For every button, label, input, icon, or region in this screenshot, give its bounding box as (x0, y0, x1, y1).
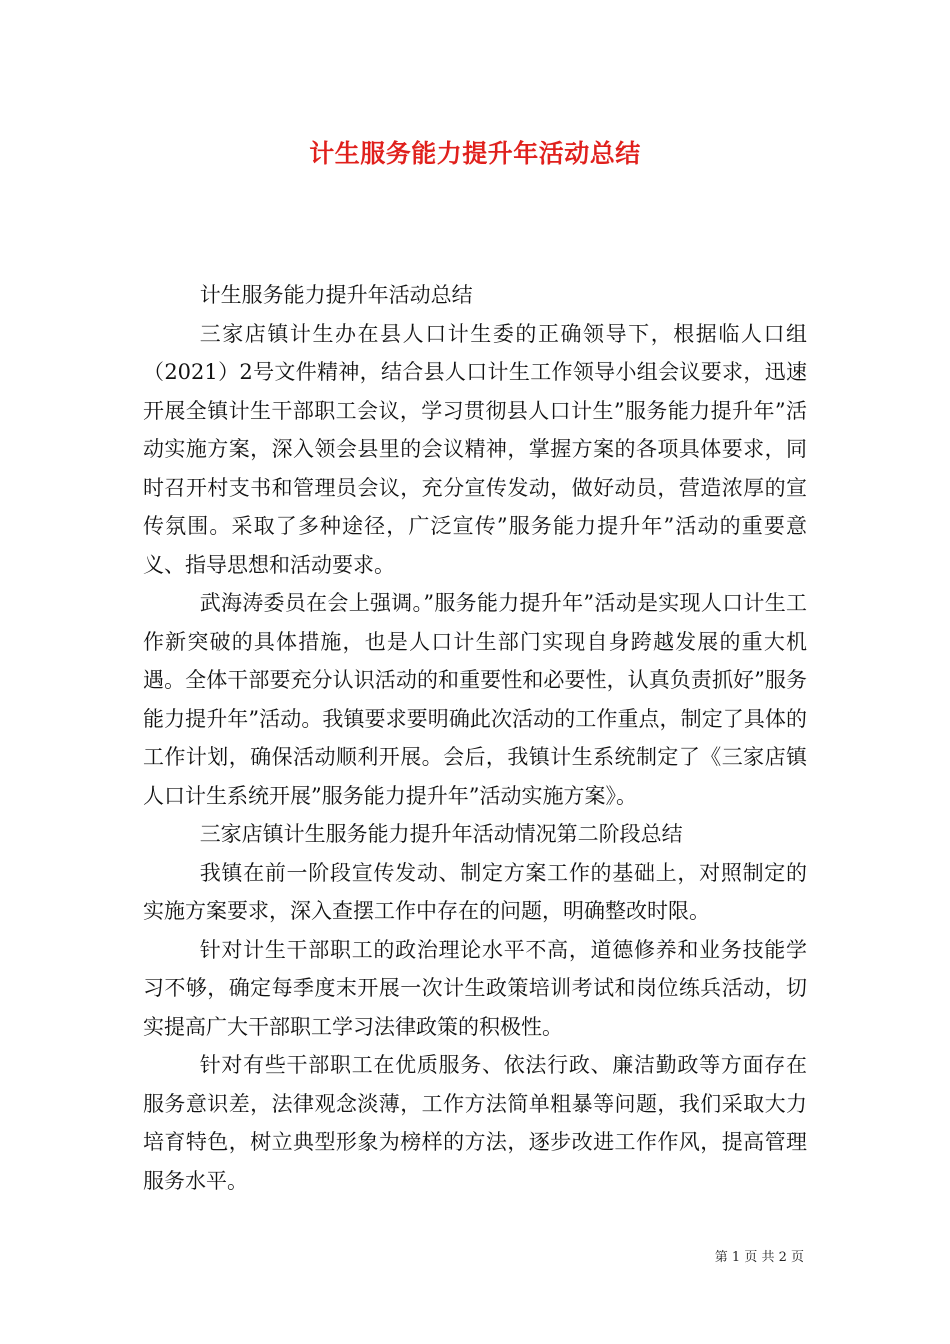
document-title: 计生服务能力提升年活动总结 (309, 139, 641, 168)
paragraph: 针对有些干部职工在优质服务、依法行政、廉洁勤政等方面存在服务意识差，法律观念淡薄，工作方法简单粗暴等问题，我们采取大力培育特色，树立典型形象为榜样的方法，逐步改进工作作风，提高管理服务水平。 (143, 1053, 807, 1193)
page-number: 第 1 页 共 2 页 (714, 1250, 804, 1265)
paragraph: 针对计生干部职工的政治理论水平不高，道德修养和业务技能学习不够，确定每季度末开展一次计生政策培训考试和岗位练兵活动，切实提高广大干部职工学习法律政策的积极性。 (143, 937, 807, 1039)
paragraph: 武海涛委员在会上强调。”服务能力提升年”活动是实现人口计生工作新突破的具体措施，也是人口计生部门实现自身跨越发展的重大机遇。全体干部要充分认识活动的和重要性和必要性，认真负责抓好”服务能力提升年”活动。我镇要求要明确此次活动的工作重点，制定了具体的工作计划，确保活动顺利开展。会后，我镇计生系统制定了《三家店镇人口计生系统开展”服务能力提升年”活动实施方案》。 (143, 591, 807, 808)
paragraph: 三家店镇计生办在县人口计生委的正确领导下，根据临人口组（2021）2号文件精神，结合县人口计生工作领导小组会议要求，迅速开展全镇计生干部职工会议，学习贯彻县人口计生”服务能力提升年”活动实施方案，深入领会县里的会议精神，掌握方案的各项具体要求，同时召开村支书和管理员会议，充分宣传发动，做好动员，营造浓厚的宣传氛围。采取了多种途径，广泛宣传”服务能力提升年”活动的重要意义、指导思想和活动要求。 (143, 321, 807, 577)
document-body (143, 276, 807, 1200)
paragraph-heading: 计生服务能力提升年活动总结 (199, 283, 473, 307)
paragraph: 我镇在前一阶段宣传发动、制定方案工作的基础上，对照制定的实施方案要求，深入查摆工作中存在的问题，明确整改时限。 (143, 860, 807, 923)
paragraph-subheading: 三家店镇计生服务能力提升年活动情况第二阶段总结 (199, 822, 683, 846)
